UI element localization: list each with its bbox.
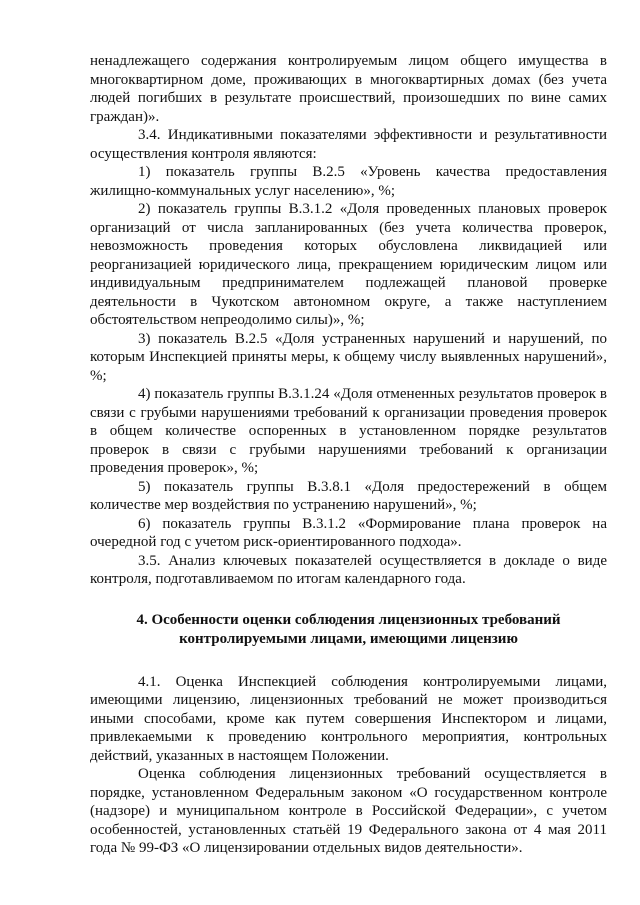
paragraph-assessment: Оценка соблюдения лицензионных требований осуществляется в порядке, установленном Федеральным законом «О государственном контроле (надзоре) и муниципальном контроле в Российской Федерации», с учетом особенностей, установленных статьёй 19 Федерального закона от 4 мая 2011 года № 99-ФЗ «О лицензировании отдельных видов деятельности». xyxy=(90,766,607,856)
section-heading xyxy=(90,611,607,649)
list-item-5: 5) показатель группы В.3.8.1 «Доля предостережений в общем количестве мер воздействия по устранению нарушений», %; xyxy=(90,478,607,513)
section-heading-line-2: контролируемыми лицами, имеющими лицензию xyxy=(179,630,518,647)
paragraph-3-5: 3.5. Анализ ключевых показателей осуществляется в докладе о виде контроля, подготавливаемом по итогам календарного года. xyxy=(90,552,607,587)
list-item-2: 2) показатель группы В.3.1.2 «Доля проведенных плановых проверок организаций от числа запланированных (без учета количества проверок, невозможность проведения которых обусловлена ликвидацией или реорганизацией юридического лица, прекращением юридическим лицом или индивидуальным предпринимателем подлежащей плановой проверке деятельности в Чукотском автономном округе, а также наступлением обстоятельством непреодолимо силы)», %; xyxy=(90,201,607,328)
paragraph-4-1: 4.1. Оценка Инспекцией соблюдения контролируемыми лицами, имеющими лицензию, лицензионных требований не может производиться иными способами, кроме как путем совершения Инспектором и лицами, привлекаемыми к проведению контрольного мероприятия, контрольных действий, указанных в настоящем Положении. xyxy=(90,673,607,764)
paragraph-3-4: 3.4. Индикативными показателями эффективности и результативности осуществления контроля являются: xyxy=(90,127,607,162)
list-item-6: 6) показатель группы В.3.1.2 «Формирование плана проверок на очередной год с учетом риск-ориентированного подхода». xyxy=(90,515,607,550)
section-heading-line-1: 4. Особенности оценки соблюдения лицензионных требований xyxy=(136,611,561,628)
list-item-1: 1) показатель группы В.2.5 «Уровень качества предоставления жилищно-коммунальных услуг населению», %; xyxy=(90,164,607,199)
list-item-4: 4) показатель группы В.3.1.24 «Доля отмененных результатов проверок в связи с грубыми нарушениями требований к организации проведения проверок в общем количестве оспоренных в установленном порядке результатов проверок в связи с грубыми нарушениями требований к организации проведения проверок», %; xyxy=(90,386,607,476)
list-item-3: 3) показатель В.2.5 «Доля устраненных нарушений и нарушений, по которым Инспекцией приняты меры, к общему числу выявленных нарушений», %; xyxy=(90,330,607,384)
paragraph-continuation: ненадлежащего содержания контролируемым лицом общего имущества в многоквартирном доме, проживающих в многоквартирных домах (без учета людей погибших в результате происшествий, произошедших по вине самих граждан)». xyxy=(90,53,607,125)
